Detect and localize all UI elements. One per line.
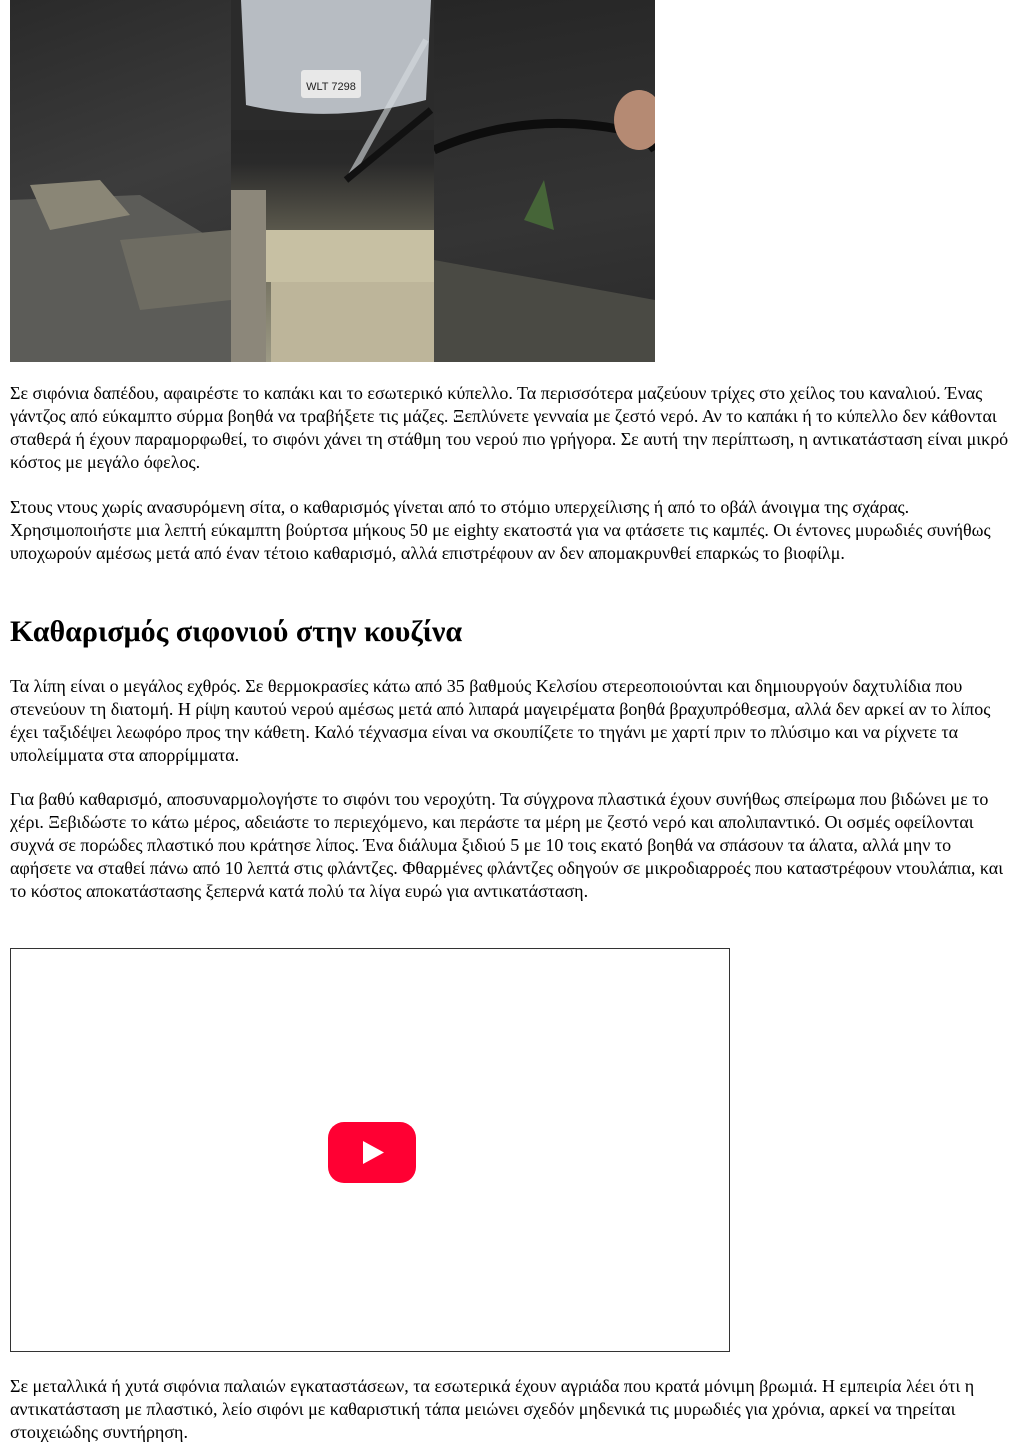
paragraph-showers: Στους ντους χωρίς ανασυρόμενη σίτα, ο καθαρισμός γίνεται από το στόμιο υπερχείλισης ή από το οβάλ άνοιγμα της σχάρας. Χρησιμοποιήστε μια λεπτή εύκαμπτη βούρτσα μήκους 50 με eighty εκατοστά για να φτάσετε τις καμπές. Οι έντονες μυρωδιές συνήθως υποχωρούν αμέσως μετά από έναν τέτοιο καθαρισμό, αλλά επιστρέφουν αν δεν απομακρυνθεί επαρκώς το βιοφίλμ. xyxy=(10,497,991,563)
section-heading-kitchen: Καθαρισμός σιφονιού στην κουζίνα xyxy=(10,615,463,648)
hero-panel-left xyxy=(10,0,231,362)
article xyxy=(10,0,1015,1442)
youtube-play-icon[interactable] xyxy=(328,1122,416,1183)
paragraph-grease: Τα λίπη είναι ο μεγάλος εχθρός. Σε θερμοκρασίες κάτω από 35 βαθμούς Κελσίου στερεοποιούνται και δημιουργούν δαχτυλίδια που στενεύουν τη διατομή. Η ρίψη καυτού νερού αμέσως μετά από λιπαρά μαγειρέματα βοηθά βραχυπρόθεσμα, αλλά δεν αρκεί αν το λίπος έχει ταξιδέψει λεωφόρο προς την κάθετη. Καλό τέχνασμα είναι να σκουπίζετε το τηγάνι με χαρτί πριν το πλύσιμο και να ρίχνετε τα υπολείμματα στα απορρίμματα. xyxy=(10,676,991,765)
video-embed[interactable] xyxy=(10,948,730,1352)
hero-panel-right xyxy=(434,0,655,362)
paragraph-floor-drains: Σε σιφόνια δαπέδου, αφαιρέστε το καπάκι και το εσωτερικό κύπελλο. Τα περισσότερα μαζεύουν τρίχες στο χείλος του καναλιού. Ένας γάντζος από εύκαμπτο σύρμα βοηθά να τραβήξετε τις μάζες. Ξεπλύνετε γενναία με ζεστό νερό. Αν το καπάκι ή το κύπελλο δεν κάθονται σταθερά ή έχουν παραμορφωθεί, το σιφόνι χάνει τη στάθμη του νερού πιο γρήγορα. Σε αυτή την περίπτωση, η αντικατάσταση είναι μικρό κόστος με μεγάλο όφελος. xyxy=(10,383,1009,472)
paragraph-metal-drains: Σε μεταλλικά ή χυτά σιφόνια παλαιών εγκαταστάσεων, τα εσωτερικά έχουν αγριάδα που κρατά μόνιμη βρωμιά. Η εμπειρία λέει ότι η αντικατάσταση με πλαστικό, λείο σιφόνι με καθαριστική τάπα μειώνει σχεδόν μηδενικά τις μυρωδιές για χρόνια, αρκεί να τηρείται στοιχειώδης συντήρηση. xyxy=(10,1376,975,1442)
plate-text: WLT 7298 xyxy=(306,81,356,93)
hero-panel-middle xyxy=(231,0,434,362)
hero-image xyxy=(10,0,655,362)
paragraph-deep-cleaning: Για βαθύ καθαρισμό, αποσυναρμολογήστε το σιφόνι του νεροχύτη. Τα σύγχρονα πλαστικά έχουν συνήθως σπείρωμα που βιδώνει με το χέρι. Ξεβιδώστε το κάτω μέρος, αδειάστε το περιεχόμενο, και περάστε τα μέρη με ζεστό νερό και απολιπαντικό. Οι οσμές οφείλονται συχνά σε πορώδες πλαστικό που κράτησε λίπος. Ένα διάλυμα ξιδιού 5 με 10 τοις εκατό βοηθά να σπάσουν τα άλατα, αλλά μην το αφήσετε να σταθεί πάνω από 10 λεπτά στις φλάντζες. Φθαρμένες φλάντζες οδηγούν σε μικροδιαρροές που καταστρέφουν ντουλάπια, και το κόστος αποκατάστασης ξεπερνά κατά πολύ τα λίγα ευρώ για αντικατάσταση. xyxy=(10,789,1004,901)
